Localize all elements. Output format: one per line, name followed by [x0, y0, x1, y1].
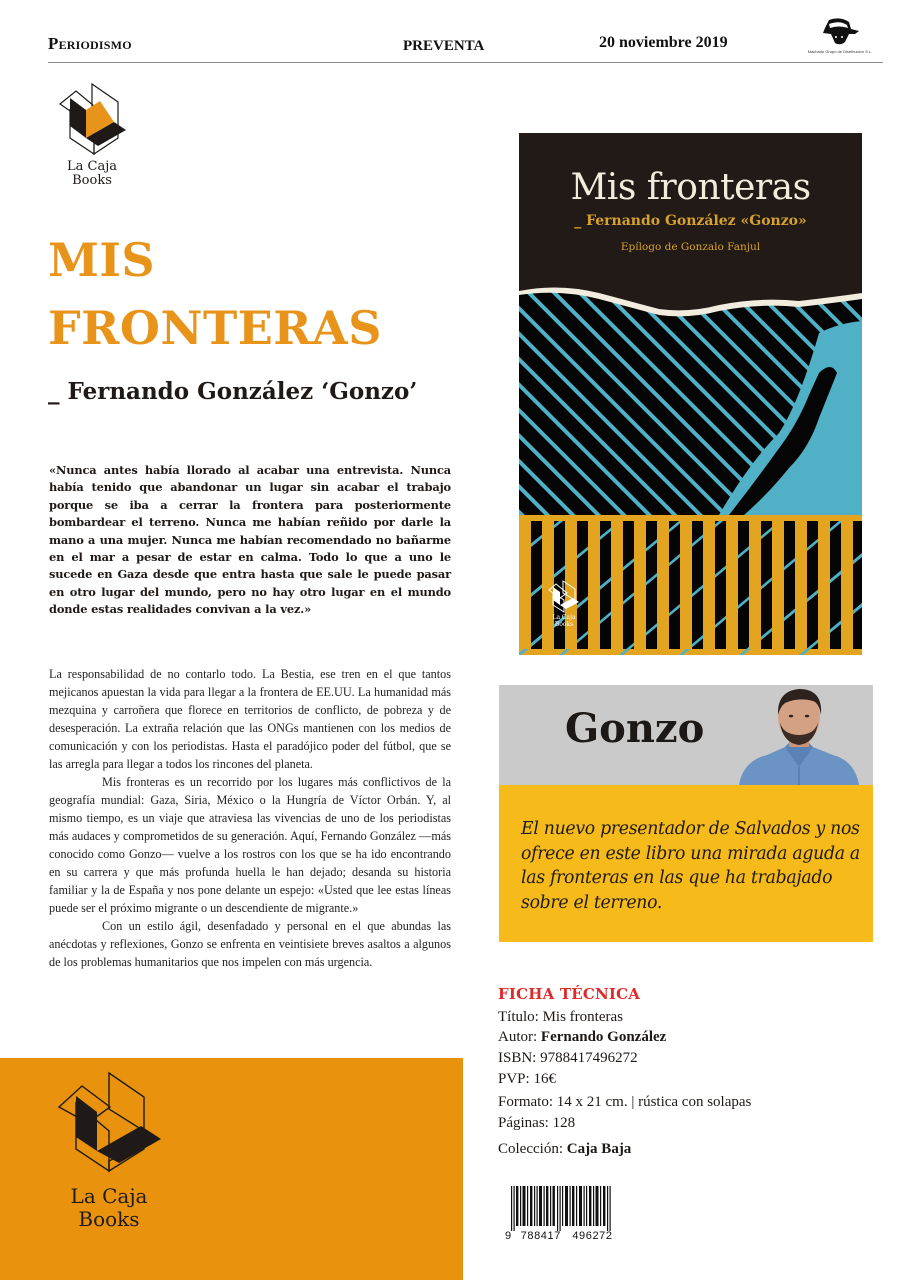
ficha-row-pages: [498, 1115, 575, 1132]
ficha-value: 16€: [529, 1071, 556, 1087]
release-date: 20 noviembre 2019: [599, 34, 728, 51]
publisher-name-large: [56, 1185, 162, 1231]
ficha-label: ISBN:: [498, 1050, 537, 1066]
ficha-label: Colección:: [498, 1141, 563, 1157]
ficha-value: Mis fronteras: [538, 1009, 623, 1025]
author-photo: [737, 685, 861, 785]
book-author: _ Fernando González ‘Gonzo’: [48, 378, 418, 405]
header-divider: [48, 62, 883, 63]
barcode-digit-first: 9: [505, 1230, 512, 1242]
ficha-value: 9788417496272: [536, 1050, 638, 1066]
ficha-label: Autor:: [498, 1029, 538, 1045]
ficha-row-author: [498, 1029, 666, 1046]
publisher-name: [56, 160, 128, 188]
book-cover: [519, 133, 862, 655]
presale-label: PREVENTA: [403, 38, 485, 54]
synopsis-paragraph: La responsabilidad de no contarlo todo. La Bestia, ese tren en el que tantos mejicanos apuestan la vida para llegar a la frontera de EE.UU. La humanidad más mezquina y carroñera que florece en territorios de conflicto, de pobreza y de desesperación. La extraña relación que las ONGs mantienen con los medios de comunicación y con los periodistas. Hasta el paradójico poder del fútbol, que se las arregla para llegar a todos los rincones del planeta.: [49, 667, 451, 771]
synopsis-paragraph: Con un estilo ágil, desenfadado y personal en el que abundas las anécdotas y reflexiones, Gonzo se enfrenta en veintisiete breves asaltos a algunos de los problemas humanitarios que nos impelen con más urgencia.: [49, 919, 451, 969]
ficha-label: Formato:: [498, 1094, 553, 1110]
author-name: Gonzo: [565, 705, 705, 752]
ficha-value: Fernando González: [537, 1029, 667, 1045]
cover-publisher-line2: Books: [554, 621, 574, 628]
cover-epilogue: Epílogo de Gonzalo Fanjul: [620, 241, 761, 253]
ficha-value: 128: [548, 1115, 576, 1131]
la-caja-books-large-logo-icon: [56, 1071, 166, 1181]
synopsis-paragraph: Mis fronteras es un recorrido por los lugares más conflictivos de la geografía mundial: Gaza, Siria, México o la Hungría de Víctor Orbán. Y, al mismo tiempo, es un viaje que atraviesa las vivencias de uno de los periodistas más audaces y comprometidos de su generación. Aquí, Fernando González —más conocido como Gonzo— vuelve a los rostros con los que se ha ido encontrando en su carrera y que más profunda huella le han dejado; desanda su historia familiar y la de España y nos pone delante un espejo: «Usted que lee estas líneas puede ser el próximo migrante o un descendiente de migrante.»: [49, 775, 451, 915]
cover-illustration: [519, 133, 862, 655]
cover-publisher-name: [543, 614, 585, 628]
ficha-row-price: [498, 1071, 556, 1088]
cover-publisher-logo-icon: [547, 580, 581, 614]
section-label: Periodismo: [48, 34, 132, 53]
publisher-name-line2: Books: [72, 173, 112, 188]
cover-title: Mis fronteras: [570, 167, 811, 208]
ficha-row-collection: [498, 1141, 631, 1158]
book-title: [48, 226, 382, 362]
pull-quote: «Nunca antes había llorado al acabar una entrevista. Nunca había tenido que abandonar un lugar sin acabar el trabajo porque se iba a cerrar la frontera para posteriormente bombardear el terreno. Nunca me habían reñido por darle la mano a una mujer. Nunca me habían recomendado no bañarme en el mar a pesar de estar en calma. Todo lo que a uno le sucede en Gaza desde que entra hasta que sale le puede pasar en otro lugar del mundo, pero no hay otro lugar en el mundo donde estas realidades convivan a la vez.»: [49, 463, 451, 617]
cover-publisher-line1: La Caja: [552, 614, 576, 621]
ficha-value: Caja Baja: [562, 1141, 632, 1157]
ficha-row-isbn: [498, 1050, 638, 1067]
ficha-label: PVP:: [498, 1071, 530, 1087]
book-title-line1: MIS: [48, 233, 156, 287]
publisher-name-line1: La Caja: [70, 1184, 148, 1208]
synopsis: [49, 665, 451, 971]
barcode-group-left: 788417: [520, 1230, 561, 1242]
ficha-value: 14 x 21 cm. | rústica con solapas: [553, 1094, 752, 1110]
isbn-barcode-digits: [505, 1230, 620, 1242]
la-caja-books-logo-icon: [56, 82, 132, 158]
book-title-line2: FRONTERAS: [48, 301, 382, 355]
isbn-barcode: [507, 1186, 615, 1231]
author-box: [499, 685, 873, 785]
cover-author: _ Fernando González «Gonzo»: [574, 213, 807, 229]
publisher-name-line2: Books: [78, 1207, 140, 1231]
barcode-group-right: 496272: [572, 1230, 613, 1242]
ficha-row-title: [498, 1009, 623, 1026]
ficha-row-format: [498, 1094, 751, 1111]
ficha-label: Páginas:: [498, 1115, 549, 1131]
distributor-caption: Machado Grupo de Distribución S.L.: [807, 49, 873, 54]
ficha-label: Título:: [498, 1009, 539, 1025]
author-blurb-box: [499, 785, 873, 942]
ficha-heading: FICHA TÉCNICA: [498, 985, 641, 1003]
publisher-name-line1: La Caja: [67, 159, 117, 174]
author-blurb: El nuevo presentador de Salvados y nos ofrece en este libro una mirada aguda a las fronteras en las que ha trabajado sobre el terreno.: [521, 819, 860, 913]
